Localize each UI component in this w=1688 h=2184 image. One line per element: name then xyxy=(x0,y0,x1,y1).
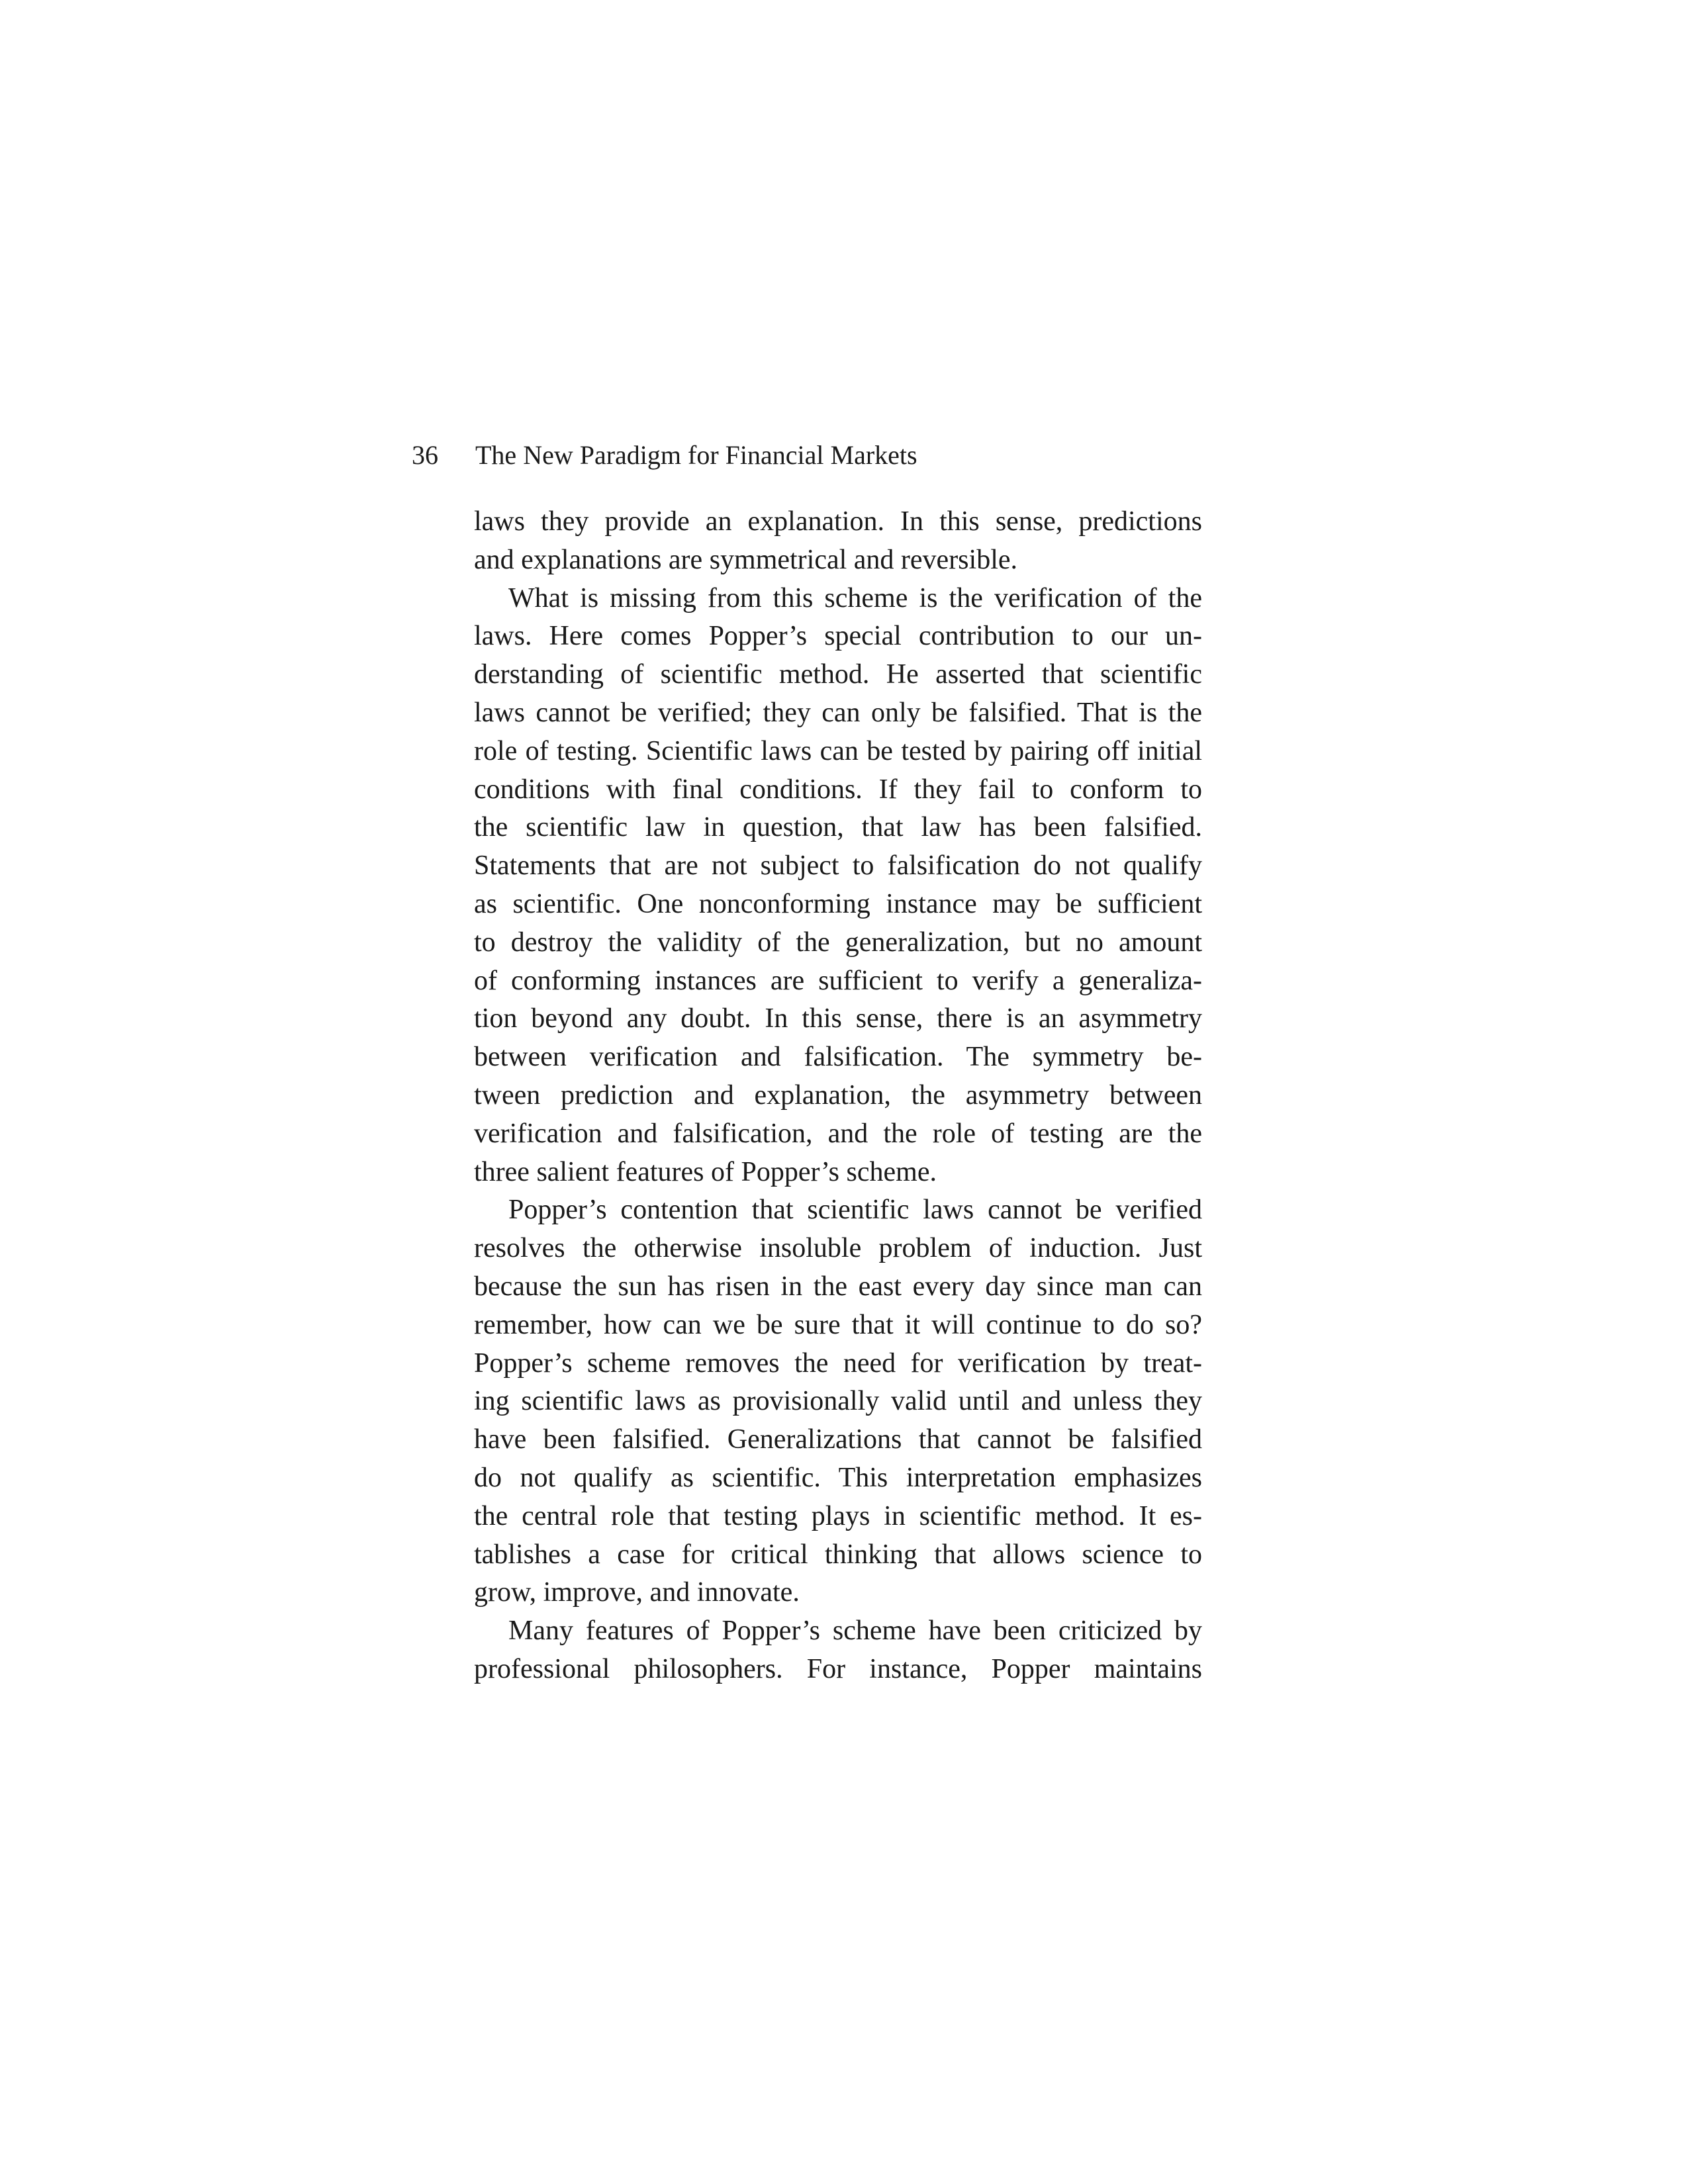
running-title: The New Paradigm for Financial Markets xyxy=(475,440,917,470)
text-line: Popper’s contention that scientific laws cannot be verified xyxy=(508,1195,1202,1226)
page-number: 36 xyxy=(412,440,438,470)
text-line: and explanations are symmetrical and reversible. xyxy=(474,544,1018,575)
text-line: remember, how can we be sure that it will continue to do so? xyxy=(474,1309,1202,1340)
text-line: three salient features of Popper’s scheme. xyxy=(474,1156,937,1187)
text-line: What is missing from this scheme is the verification of the xyxy=(508,582,1202,614)
text-line: Statements that are not subject to falsification do not qualify xyxy=(474,850,1202,882)
text-line: conditions with final conditions. If they fail to conform to xyxy=(474,774,1202,805)
text-line: tween prediction and explanation, the asymmetry between xyxy=(474,1079,1202,1111)
body-text xyxy=(474,503,1202,1689)
text-line: laws they provide an explanation. In this sense, predictions xyxy=(474,506,1202,537)
text-line: laws cannot be verified; they can only be falsified. That is the xyxy=(474,697,1202,728)
text-line: role of testing. Scientific laws can be tested by pairing off initial xyxy=(474,735,1202,766)
text-line: resolves the otherwise insoluble problem of induction. Just xyxy=(474,1233,1202,1264)
text-line: tablishes a case for critical thinking that allows science to xyxy=(474,1539,1202,1570)
text-line: laws. Here comes Popper’s special contribution to our un- xyxy=(474,621,1202,652)
text-line: tion beyond any doubt. In this sense, there is an asymmetry xyxy=(474,1003,1202,1034)
text-line: of conforming instances are sufficient to verify a generaliza- xyxy=(474,965,1202,996)
text-line: do not qualify as scientific. This interpretation emphasizes xyxy=(474,1462,1202,1493)
text-line: the scientific law in question, that law has been falsified. xyxy=(474,812,1202,843)
running-head xyxy=(412,435,1206,475)
text-line: have been falsified. Generalizations that cannot be falsified xyxy=(474,1424,1202,1455)
text-line: to destroy the validity of the generalization, but no amount xyxy=(474,927,1202,958)
text-line: the central role that testing plays in scientific method. It es- xyxy=(474,1500,1202,1531)
text-line: verification and falsification, and the role of testing are the xyxy=(474,1118,1202,1149)
text-line: ing scientific laws as provisionally valid until and unless they xyxy=(474,1386,1202,1417)
text-line: because the sun has risen in the east every day since man can xyxy=(474,1271,1202,1302)
text-line: professional philosophers. For instance, Popper maintains xyxy=(474,1653,1202,1684)
text-line: Popper’s scheme removes the need for verification by treat- xyxy=(474,1347,1202,1379)
text-line: between verification and falsification. The symmetry be- xyxy=(474,1042,1202,1073)
text-line: grow, improve, and innovate. xyxy=(474,1577,800,1608)
text-line: Many features of Popper’s scheme have been criticized by xyxy=(508,1615,1202,1647)
text-line: as scientific. One nonconforming instance may be sufficient xyxy=(474,888,1202,919)
text-line: derstanding of scientific method. He asserted that scientific xyxy=(474,659,1202,690)
